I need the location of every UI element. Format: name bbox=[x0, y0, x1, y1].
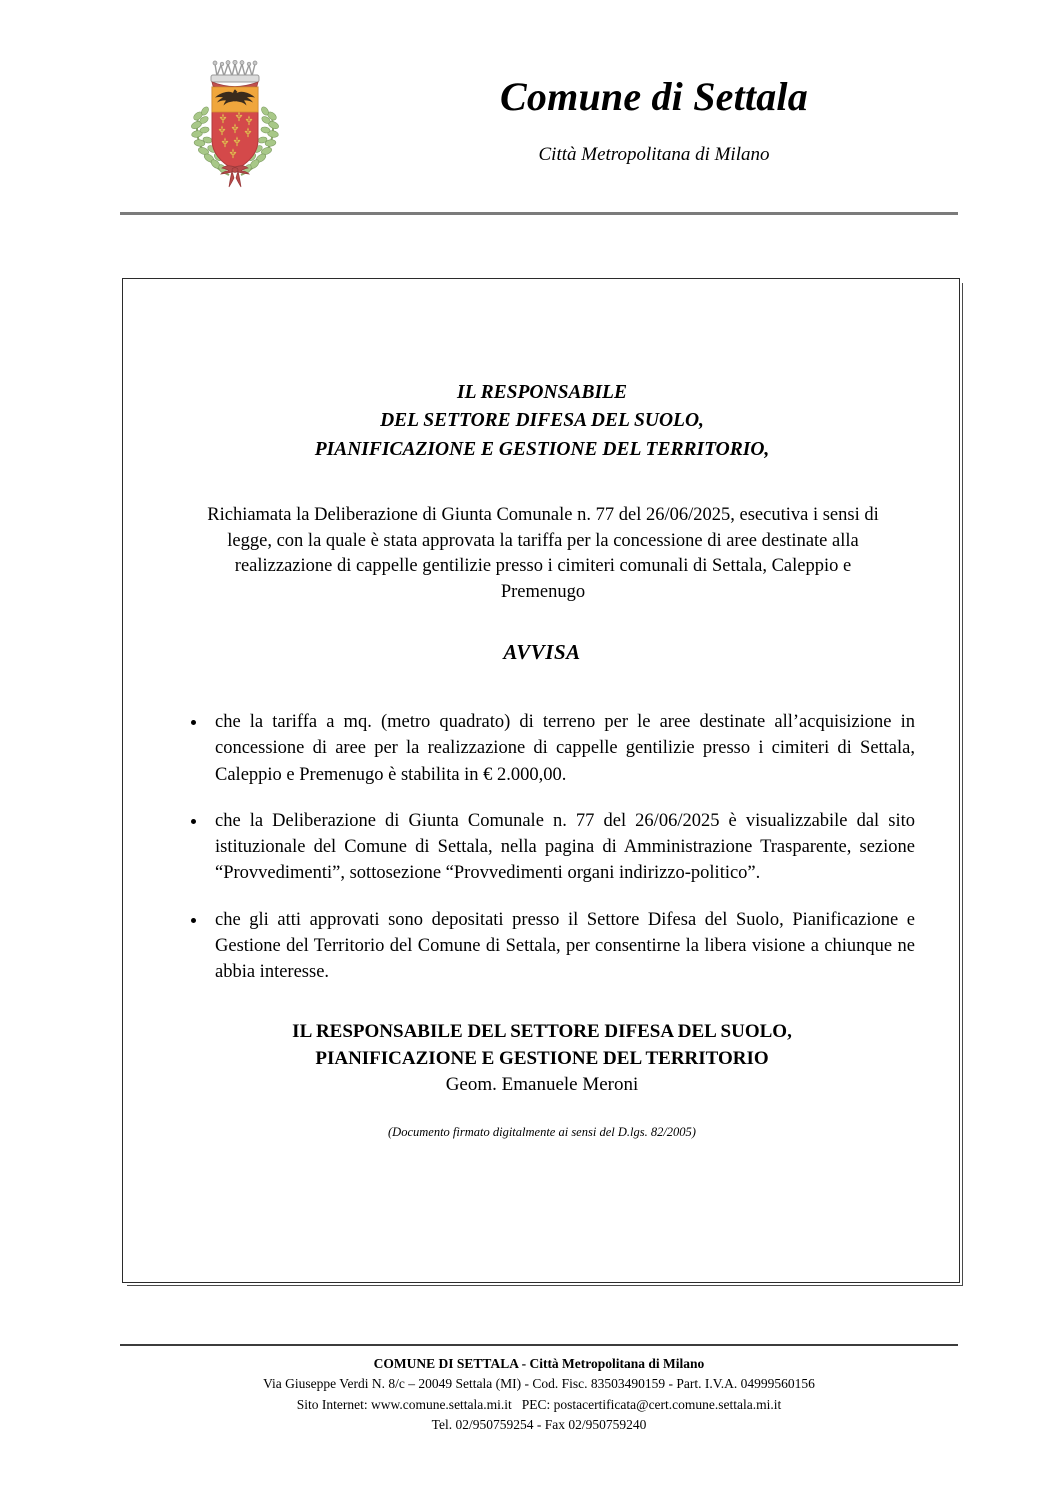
list-item bbox=[185, 808, 915, 887]
list-item bbox=[185, 709, 915, 788]
digital-signature-note: (Documento firmato digitalmente ai sensi del D.lgs. 82/2005) bbox=[388, 1124, 696, 1139]
bullet-point-icon bbox=[191, 918, 196, 923]
footer-pec: PEC: postacertificata@cert.comune.settala.mi.it bbox=[521, 1396, 782, 1412]
document-heading bbox=[183, 379, 901, 464]
coat-of-arms-icon bbox=[181, 54, 289, 194]
crest-container bbox=[120, 48, 350, 198]
header-divider bbox=[120, 212, 958, 215]
signature-role-line-2: PIANIFICAZIONE E GESTIONE DEL TERRITORIO bbox=[315, 1047, 769, 1069]
bullet-point-icon bbox=[191, 819, 196, 824]
signature-block bbox=[183, 1019, 901, 1140]
footer-organization: COMUNE DI SETTALA - Città Metropolitana di Milano bbox=[373, 1356, 705, 1371]
signature-role bbox=[183, 1019, 901, 1072]
signature-name: Geom. Emanuele Meroni bbox=[445, 1074, 639, 1096]
list-item-text: che gli atti approvati sono depositati presso il Settore Difesa del Suolo, Pianificazione e Gestione del Territorio del Comune di Settala, per consentirne la libera visione a chiunque ne abbia interesse. bbox=[215, 909, 915, 983]
footer-website: Sito Internet: www.comune.settala.mi.it bbox=[296, 1396, 512, 1412]
heading-line-2: DEL SETTORE DIFESA DEL SUOLO, bbox=[380, 410, 704, 432]
signature-role-line-1: IL RESPONSABILE DEL SETTORE DIFESA DEL SUOLO, bbox=[292, 1021, 792, 1042]
list-item-text: che la Deliberazione di Giunta Comunale n. 77 del 26/06/2025 è visualizzabile dal sito istituzionale del Comune di Settala, nella pagina di Amministrazione Trasparente, sezione “Provvedimenti”, sottosezione “Provvedimenti organi indirizzo-politico”. bbox=[215, 810, 915, 884]
footer-divider bbox=[120, 1344, 958, 1346]
avvisa-heading: AVVISA bbox=[503, 640, 581, 664]
heading-line-1: IL RESPONSABILE bbox=[457, 382, 627, 403]
heading-line-3: PIANIFICAZIONE E GESTIONE DEL TERRITORIO, bbox=[314, 438, 770, 460]
footer-phone: Tel. 02/950759254 - Fax 02/950759240 bbox=[431, 1416, 647, 1432]
organization-subtitle: Città Metropolitana di Milano bbox=[538, 144, 770, 165]
organization-title: Comune di Settala bbox=[500, 74, 808, 119]
page-footer bbox=[120, 1354, 958, 1435]
preamble-paragraph: Richiamata la Deliberazione di Giunta Comunale n. 77 del 26/06/2025, esecutiva i sensi di legge, con la quale è stata approvata la tariffa per la concessione di aree destinate alla realizzazione di cappelle gentilizie presso i cimiteri comunali di Settala, Caleppio e Premenugo bbox=[207, 505, 879, 602]
header-text-block bbox=[350, 48, 958, 166]
footer-contacts bbox=[120, 1395, 958, 1415]
notice-bullet-list bbox=[185, 709, 915, 985]
footer-address: Via Giuseppe Verdi N. 8/c – 20049 Settala (MI) - Cod. Fisc. 83503490159 - Part. I.V.A. 04999560156 bbox=[263, 1376, 815, 1392]
bullet-point-icon bbox=[191, 720, 196, 725]
document-content-box bbox=[122, 278, 960, 1283]
page-header bbox=[120, 48, 958, 198]
list-item-text: che la tariffa a mq. (metro quadrato) di terreno per le aree destinate all’acquisizione in concessione di aree per la realizzazione di cappelle gentilizie presso i cimiteri di Settala, Caleppio e Premenugo è stabilita in € 2.000,00. bbox=[215, 712, 915, 785]
list-item bbox=[185, 907, 915, 986]
